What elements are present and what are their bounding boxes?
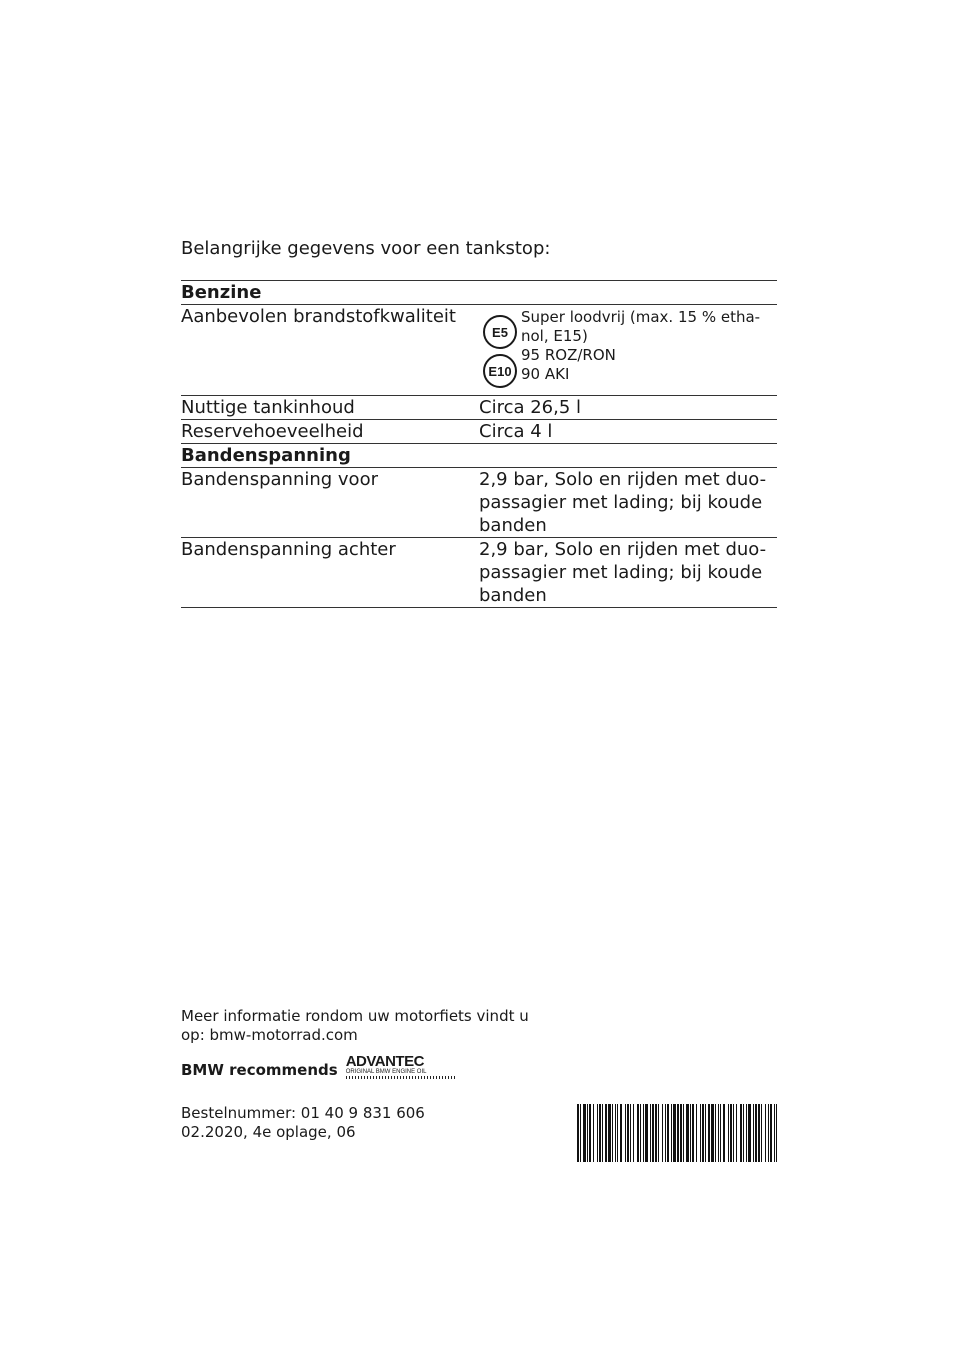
- barcode-bar: [702, 1104, 704, 1162]
- fuel-quality-line: 95 ROZ/RON: [521, 346, 616, 364]
- tyre-rear-label: Bandenspanning achter: [181, 539, 396, 560]
- fuel-quality-line: Super loodvrij (max. 15 % etha-: [521, 308, 761, 326]
- fuel-badges: [479, 305, 521, 395]
- tyre-front-line: passagier met lading; bij koude: [479, 492, 763, 513]
- more-info: [181, 1007, 541, 1045]
- section-fuel: [181, 280, 777, 304]
- capacity-label: Nuttige tankinhoud: [181, 397, 355, 418]
- e5-icon: E5: [483, 315, 517, 349]
- tyre-front-value: [479, 468, 777, 537]
- advantec-logo-main: ADVANTEC: [345, 1053, 424, 1070]
- barcode-bar: [718, 1104, 719, 1162]
- barcode-bar: [665, 1104, 666, 1162]
- barcode-bar: [658, 1104, 659, 1162]
- barcode-bar: [671, 1104, 672, 1162]
- barcode-bar: [715, 1104, 716, 1162]
- barcode-bar: [608, 1104, 611, 1162]
- barcode-bar: [723, 1104, 725, 1162]
- barcode-bar: [593, 1104, 594, 1162]
- tyre-rear-line: passagier met lading; bij koude: [479, 562, 763, 583]
- barcode-bar: [612, 1104, 613, 1162]
- barcode-bar: [748, 1104, 751, 1162]
- barcode-bar: [652, 1104, 654, 1162]
- row-fuel-quality: [181, 304, 777, 395]
- barcode-bar: [602, 1104, 603, 1162]
- barcode-bar: [650, 1104, 651, 1162]
- barcode-bar: [640, 1104, 641, 1162]
- barcode-bar: [655, 1104, 657, 1162]
- barcode-bar: [743, 1104, 744, 1162]
- fuel-quality-label: Aanbevolen brandstofkwaliteit: [181, 306, 456, 327]
- barcode-bar: [673, 1104, 676, 1162]
- barcode-bar: [686, 1104, 689, 1162]
- barcode-bar: [720, 1104, 721, 1162]
- tyre-front-line: banden: [479, 515, 547, 536]
- capacity-value: Circa 26,5 l: [479, 397, 582, 418]
- more-info-line: op: bmw-motorrad.com: [181, 1026, 358, 1044]
- barcode-bar: [587, 1104, 588, 1162]
- row-reserve: [181, 419, 777, 443]
- barcode-bar: [617, 1104, 618, 1162]
- barcode-bar: [696, 1104, 697, 1162]
- barcode-bar: [758, 1104, 760, 1162]
- barcode-icon: [577, 1104, 777, 1162]
- logo-stripe: [346, 1076, 456, 1079]
- reserve-label: Reservehoeveelheid: [181, 421, 364, 442]
- intro-heading: Belangrijke gegevens voor een tankstop:: [181, 238, 551, 259]
- order-number: Bestelnummer: 01 40 9 831 606: [181, 1104, 425, 1122]
- barcode-bar: [599, 1104, 601, 1162]
- barcode-bar: [637, 1104, 639, 1162]
- barcode-bar: [761, 1104, 762, 1162]
- barcode-bar: [677, 1104, 679, 1162]
- barcode-bar: [770, 1104, 772, 1162]
- section-tyres: [181, 443, 777, 467]
- barcode-bar: [605, 1104, 607, 1162]
- barcode-bar: [643, 1104, 644, 1162]
- barcode-bar: [633, 1104, 634, 1162]
- barcode-bar: [740, 1104, 742, 1162]
- barcode-bar: [597, 1104, 598, 1162]
- e10-icon: E10: [483, 354, 517, 388]
- barcode-bar: [645, 1104, 648, 1162]
- tyre-front-label: Bandenspanning voor: [181, 469, 378, 490]
- section-fuel-title: Benzine: [181, 282, 262, 303]
- barcode-bar: [625, 1104, 626, 1162]
- section-tyres-title: Bandenspanning: [181, 445, 351, 466]
- more-info-line: Meer informatie rondom uw motorfiets vindt u: [181, 1007, 529, 1025]
- bmw-recommends: [181, 1055, 456, 1079]
- barcode-bar: [630, 1104, 631, 1162]
- barcode-bar: [700, 1104, 701, 1162]
- recommends-text: BMW recommends: [181, 1061, 338, 1079]
- row-tyre-rear: [181, 537, 777, 608]
- fuel-quality-line: 90 AKI: [521, 365, 570, 383]
- barcode-bar: [683, 1104, 684, 1162]
- advantec-logo: [346, 1055, 456, 1079]
- barcode-bar: [692, 1104, 694, 1162]
- barcode-bar: [662, 1104, 663, 1162]
- barcode-bar: [730, 1104, 732, 1162]
- fuel-quality-value: [521, 305, 777, 395]
- barcode-bar: [755, 1104, 757, 1162]
- edition-info: 02.2020, 4e oplage, 06: [181, 1123, 356, 1141]
- barcode-bar: [753, 1104, 754, 1162]
- barcode-bar: [627, 1104, 629, 1162]
- tyre-rear-line: banden: [479, 585, 547, 606]
- barcode-bar: [705, 1104, 706, 1162]
- barcode-bar: [680, 1104, 682, 1162]
- barcode-bar: [577, 1104, 579, 1162]
- advantec-logo-sub: ORIGINAL BMW ENGINE OIL: [345, 1069, 427, 1075]
- barcode-bar: [774, 1104, 775, 1162]
- tyre-front-line: 2,9 bar, Solo en rijden met duo-: [479, 469, 767, 490]
- barcode-bar: [728, 1104, 729, 1162]
- reserve-value: Circa 4 l: [479, 421, 553, 442]
- row-tyre-front: [181, 467, 777, 537]
- row-capacity: [181, 395, 777, 419]
- barcode-bar: [776, 1104, 777, 1162]
- barcode-bar: [620, 1104, 622, 1162]
- order-info: [181, 1104, 425, 1142]
- barcode-bar: [690, 1104, 691, 1162]
- barcode-bar: [746, 1104, 747, 1162]
- barcode-bar: [708, 1104, 710, 1162]
- barcode-bar: [711, 1104, 714, 1162]
- barcode-bar: [583, 1104, 586, 1162]
- barcode-bar: [589, 1104, 591, 1162]
- barcode-bar: [736, 1104, 737, 1162]
- tyre-rear-value: [479, 538, 777, 607]
- spec-table: [181, 280, 777, 608]
- fuel-quality-line: nol, E15): [521, 327, 588, 345]
- barcode-bar: [615, 1104, 616, 1162]
- tyre-rear-line: 2,9 bar, Solo en rijden met duo-: [479, 539, 767, 560]
- barcode-bar: [765, 1104, 766, 1162]
- barcode-bar: [768, 1104, 769, 1162]
- barcode-bar: [580, 1104, 581, 1162]
- barcode-bar: [667, 1104, 669, 1162]
- barcode-bar: [733, 1104, 734, 1162]
